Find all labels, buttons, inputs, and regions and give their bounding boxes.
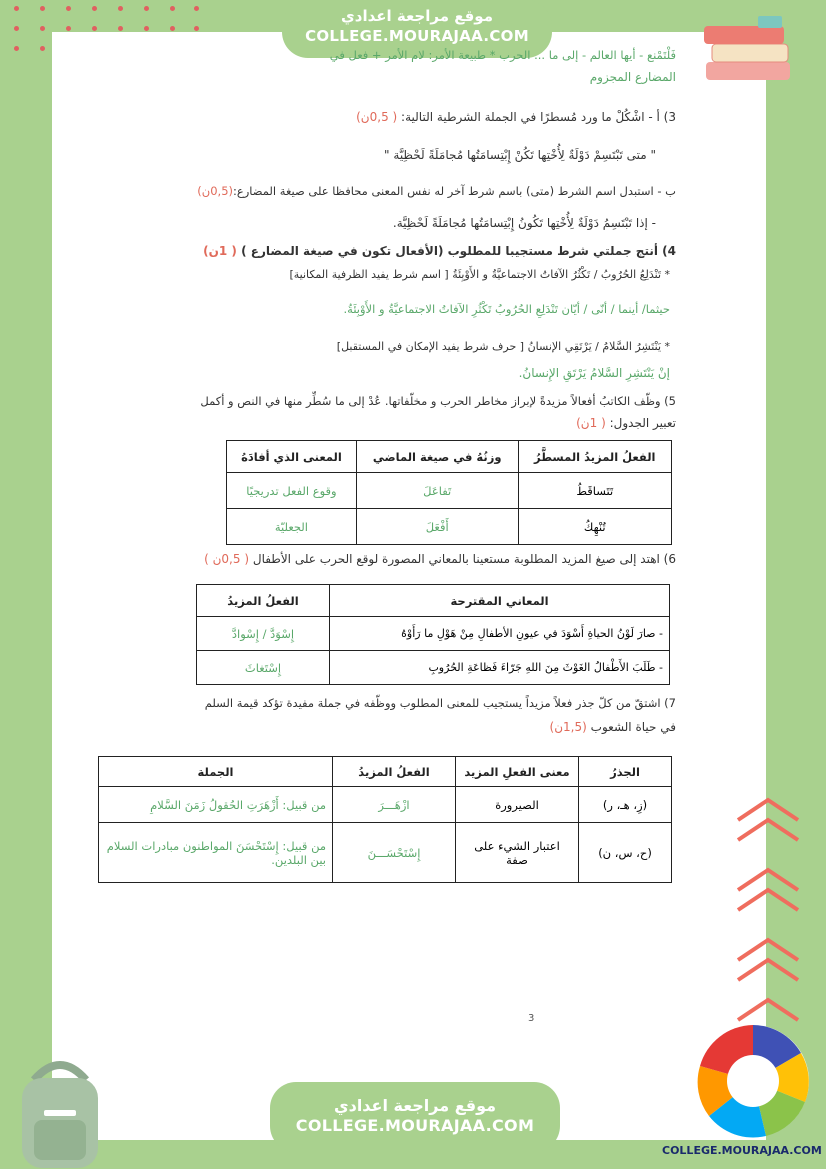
table-header: معنى الفعلِ المزيد <box>456 757 579 787</box>
table-row <box>227 509 672 545</box>
page-number: 3 <box>528 1013 535 1024</box>
table-cell: تَتَساقَطُ <box>518 473 671 509</box>
table-cell: (زِ، هـ، ر) <box>579 787 672 823</box>
table-cell-answer: من قبيل: إِسْتَحْسَنَ المواطنون مبادرات السلام بين البلدين. <box>99 823 333 883</box>
question-7b: في حياة الشعوب (1,5ن) <box>549 720 676 734</box>
table-row <box>197 651 670 685</box>
table-header: الفعلُ المزيدُ المسطَّرُ <box>518 441 671 473</box>
site-url-footer[interactable]: COLLEGE.MOURAJAA.COM <box>295 1116 535 1135</box>
table-cell: - صارَ لَوْنُ الحياةِ أَسْوَدَ في عيونِ الأطفالِ مِنْ هَوْلِ ما رَأَوْهُ <box>330 617 670 651</box>
table-row <box>99 823 672 883</box>
table-6 <box>196 584 670 685</box>
table-header: الجملة <box>99 757 333 787</box>
table-7 <box>98 756 672 883</box>
table-cell-answer: إِسْوَدَّ / إِسْوادَّ <box>197 617 330 651</box>
question-3b: ب - استبدل اسم الشرط (متى) باسم شرط آخر له نفس المعنى محافظا على صيغة المضارع:(0,5ن) <box>197 184 676 198</box>
table-row <box>197 617 670 651</box>
table-cell-answer: إِسْتَغاثَ <box>197 651 330 685</box>
table-cell: تُنْهِكُ <box>518 509 671 545</box>
question-5: 5) وظّف الكاتبُ أفعالاً مزيدةً لإبراز مخاطر الحرب و مخلّفاتها. عُدْ إلى ما سُطِّر منها في النص و أكمل <box>200 394 676 408</box>
table-cell-answer: أَفْعَلَ <box>356 509 518 545</box>
answer-line-1: فَلْتَمْنع - أيها العالم - إلى ما ... الحرب * طبيعة الأمر: لام الأمر + فعل في <box>329 48 676 62</box>
answer-line-1b: المضارع المجزوم <box>589 70 676 84</box>
question-4: 4) أنتج جملتي شرط مستجيبا للمطلوب (الأفعال تكون في صيغة المضارع ) ( 1ن) <box>203 244 676 258</box>
site-logo-icon <box>694 1022 812 1140</box>
question-4-item-1: * تَنْدَلِعُ الحُرُوبُ / تَكْثُرُ الآفاتُ الاجتماعيَّةُ و الأَوْبِئَةُ [ اسم شرط يفيد الظرفية المكانية] <box>289 268 670 281</box>
books-icon <box>698 14 798 94</box>
logo-url[interactable]: COLLEGE.MOURAJAA.COM <box>662 1144 822 1157</box>
question-5b: تعبير الجدول: ( 1ن) <box>576 416 676 430</box>
table-cell-answer: وقوع الفعل تدريجيًا <box>227 473 357 509</box>
question-3a: 3) أ - اشْكُلْ ما ورد مُسطرًا في الجملة الشرطية التالية: ( 0,5ن) <box>356 110 676 124</box>
table-cell: - طَلَبَ الأَطْفالُ الغَوْثَ مِنَ اللهِ جَرّاءَ فَظاعَةِ الحُرُوبِ <box>330 651 670 685</box>
table-cell: الصيرورة <box>456 787 579 823</box>
table-cell-answer: ازْهَـــرَ <box>333 787 456 823</box>
chevron-decoration-icon <box>728 790 826 1040</box>
table-cell-answer: من قبيل: أَزْهَرَتِ الحُقولُ زَمَنَ السَّلامِ <box>99 787 333 823</box>
site-name: موقع مراجعة اعدادي <box>341 7 493 25</box>
table-row <box>227 473 672 509</box>
table-header: وزنُهُ في صيغة الماضي <box>356 441 518 473</box>
question-3b-answer: - إذا تَبْتَسِمُ دَوْلَةٌ لِأُخْتِها تَكُونُ إِبْتِسامَتُها مُجامَلَةً لَحْظِيَّة. <box>392 216 656 230</box>
table-cell: (ح، س، ن) <box>579 823 672 883</box>
table-cell-answer: تَفاعَلَ <box>356 473 518 509</box>
table-header: الفعلُ المزيدُ <box>197 585 330 617</box>
question-3a-sentence: " متى تَبْتَسِمْ دَوْلَةٌ لِأُخْتِها تَكُنْ إِبْتِسامَتُها مُجامَلَةً لَحْظِيَّة " <box>384 148 656 162</box>
site-url[interactable]: COLLEGE.MOURAJAA.COM <box>305 27 529 45</box>
question-4-item-2: * يَنْتَشِرُ السَّلامُ / يَرْتَقِي الإنسانُ [ حرف شرط يفيد الإمكان في المستقبل] <box>336 340 670 353</box>
table-header: المعاني المقترحة <box>330 585 670 617</box>
site-name-footer: موقع مراجعة اعدادي <box>333 1096 497 1115</box>
table-cell-answer: الجعليّة <box>227 509 357 545</box>
table-cell-answer: إِسْتَحْسَـــنَ <box>333 823 456 883</box>
table-cell: اعتبار الشيء على صفة <box>456 823 579 883</box>
question-4-answer-1: حيثما/ أينما / أنّى / أيّان تَنْدَلِعِ الحُرُوبُ تَكْثُرِ الآفاتُ الاجتماعيَّةُ و الأَوْبِئَةُ. <box>343 302 670 316</box>
backpack-icon <box>4 1050 116 1169</box>
question-7: 7) اشتقّ من كلّ جذر فعلاً مزيداً يستجيب للمعنى المطلوب ووظّفه في جملة مفيدة تؤكد قيمة السلم <box>204 696 676 710</box>
footer-banner <box>270 1082 560 1152</box>
table-5 <box>226 440 672 545</box>
question-4-answer-2: إنْ يَنْتَشِرِ السَّلامُ يَرْتَقِ الإِنسانُ. <box>518 366 670 380</box>
table-header: الجذرُ <box>579 757 672 787</box>
table-row <box>99 787 672 823</box>
table-header: المعنى الذي أفادَهُ <box>227 441 357 473</box>
question-6: 6) اهتد إلى صيغ المزيد المطلوبة مستعينا بالمعاني المصورة لوقع الحرب على الأطفال ( 0,5ن ) <box>204 552 676 566</box>
table-header: الفعلُ المزيدُ <box>333 757 456 787</box>
